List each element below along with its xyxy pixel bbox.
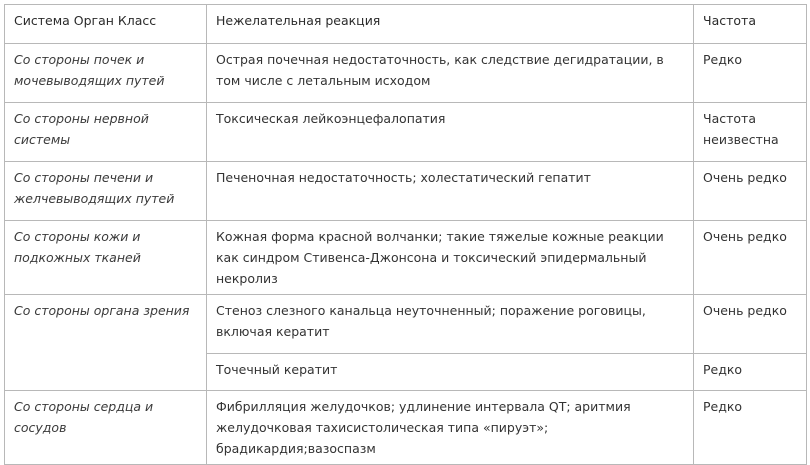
organ-class-cell: Со стороны печени и желчевыводящих путей	[5, 162, 207, 221]
table-row	[5, 391, 807, 465]
organ-class-cell: Со стороны нервной системы	[5, 103, 207, 162]
frequency-cell: Редко	[694, 44, 807, 103]
reaction-cell: Стеноз слезного канальца неуточненный; поражение роговицы, включая кератит	[207, 295, 694, 354]
reaction-cell: Точечный кератит	[207, 354, 694, 391]
organ-class-cell: Со стороны сердца и сосудов	[5, 391, 207, 465]
table-row	[5, 221, 807, 295]
frequency-cell: Очень редко	[694, 162, 807, 221]
organ-class-cell: Со стороны почек и мочевыводящих путей	[5, 44, 207, 103]
table-row	[5, 162, 807, 221]
frequency-cell: Редко	[694, 391, 807, 465]
reaction-cell: Острая почечная недостаточность, как следствие дегидратации, в том числе с летальным исходом	[207, 44, 694, 103]
reaction-cell: Токсическая лейкоэнцефалопатия	[207, 103, 694, 162]
header-organ-class: Система Орган Класс	[5, 5, 207, 44]
reaction-cell: Фибрилляция желудочков; удлинение интервала QT; аритмия желудочковая тахисистолическая типа «пируэт»; брадикардия;вазоспазм	[207, 391, 694, 465]
table-row	[5, 103, 807, 162]
table-row	[5, 295, 807, 354]
adverse-reactions-table	[4, 4, 807, 465]
frequency-cell: Частота неизвестна	[694, 103, 807, 162]
frequency-cell: Редко	[694, 354, 807, 391]
table-header-row	[5, 5, 807, 44]
header-frequency: Частота	[694, 5, 807, 44]
table-row	[5, 44, 807, 103]
frequency-cell: Очень редко	[694, 221, 807, 295]
organ-class-cell: Со стороны органа зрения	[5, 295, 207, 391]
header-adverse-reaction: Нежелательная реакция	[207, 5, 694, 44]
reaction-cell: Печеночная недостаточность; холестатический гепатит	[207, 162, 694, 221]
reaction-cell: Кожная форма красной волчанки; такие тяжелые кожные реакции как синдром Стивенса-Джонсона и токсический эпидермальный некролиз	[207, 221, 694, 295]
frequency-cell: Очень редко	[694, 295, 807, 354]
organ-class-cell: Со стороны кожи и подкожных тканей	[5, 221, 207, 295]
